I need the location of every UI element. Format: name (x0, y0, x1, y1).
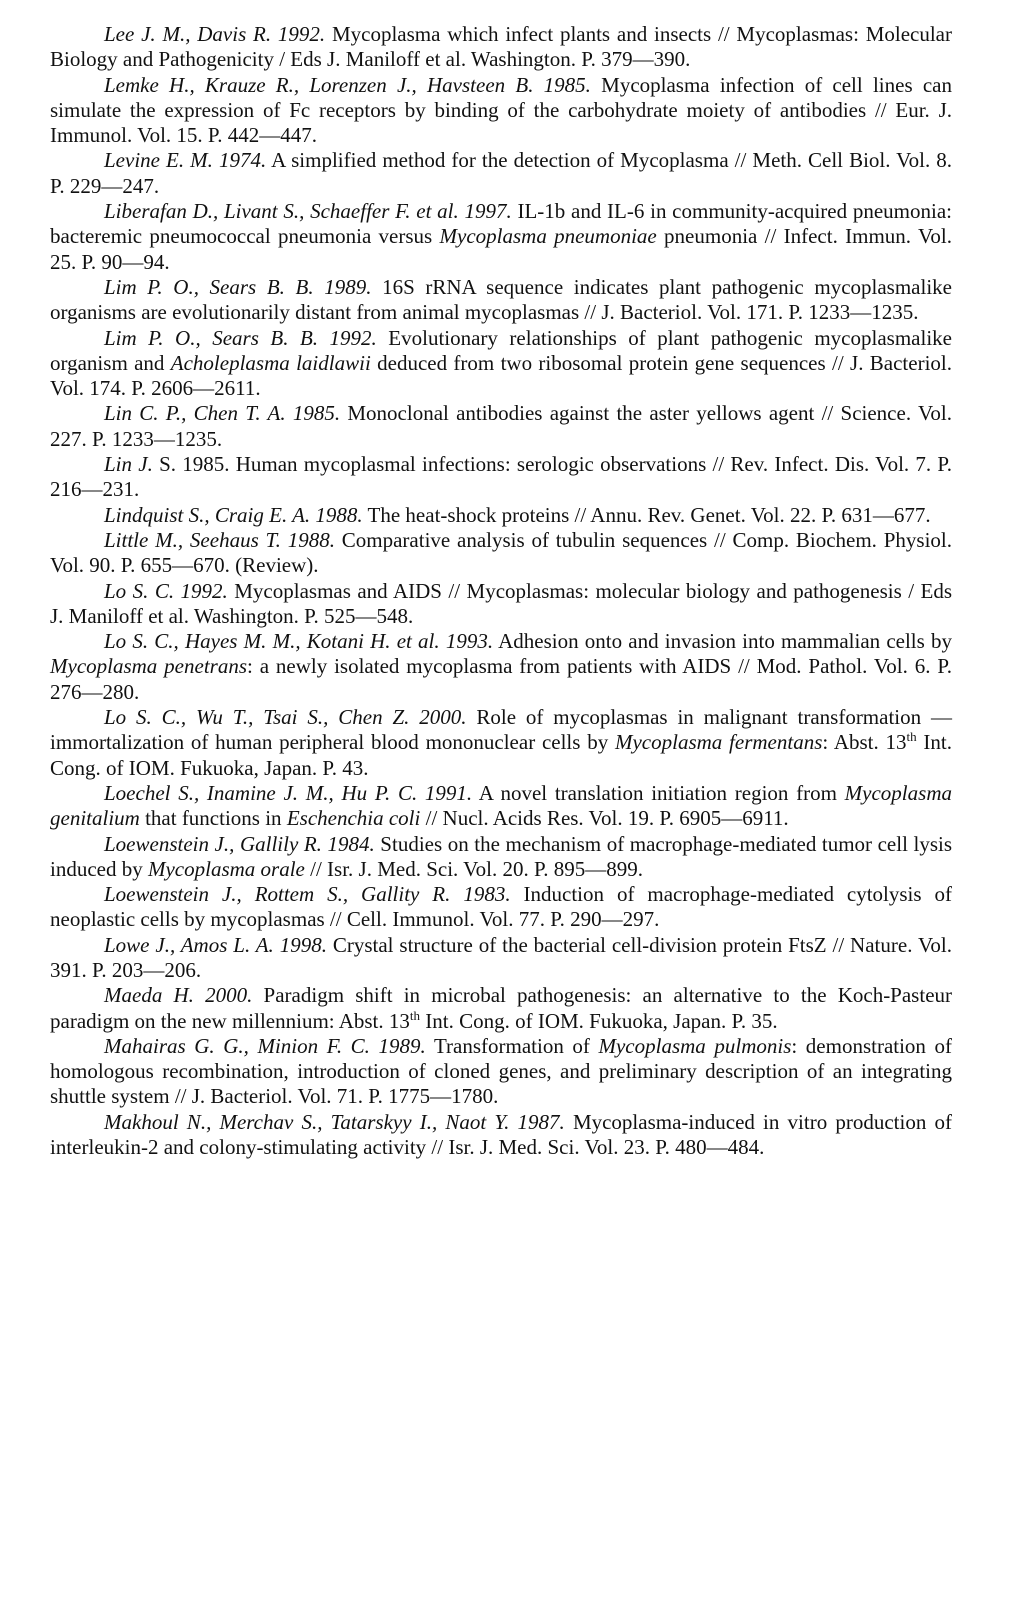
reference-authors-year: Lin C. P., Chen T. A. 1985. (104, 401, 341, 426)
italic-taxon-name: Mycoplasma fermentans (614, 730, 823, 755)
reference-entry (50, 22, 952, 73)
reference-entry (50, 275, 952, 326)
reference-text: Int. Cong. of IOM. Fukuoka, Japan. P. 43. (50, 730, 953, 780)
italic-taxon-name: Mycoplasma penetrans (50, 654, 247, 679)
reference-text: Paradigm shift in microbal pathogenesis: an alternative to the Koch-Pasteur paradigm on the new millennium: Abst. 13 (50, 983, 953, 1033)
reference-authors-year: Mahairas G. G., Minion F. C. 1989. (104, 1033, 426, 1058)
reference-text: // Nucl. Acids Res. Vol. 19. P. 6905—6911. (420, 806, 789, 831)
reference-entry (50, 705, 952, 781)
italic-taxon-name: Mycoplasma orale (147, 856, 305, 881)
reference-entry (50, 452, 952, 503)
reference-entry (50, 832, 952, 883)
superscript-text: th (906, 729, 917, 745)
reference-text: The heat-shock proteins // Annu. Rev. Genet. Vol. 22. P. 631—677. (362, 502, 931, 527)
reference-entry (50, 579, 952, 630)
reference-authors-year: Makhoul N., Merchav S., Tatarskyy I., Naot Y. 1987. (104, 1109, 565, 1134)
reference-authors-year: Lim P. O., Sears B. B. 1992. (104, 325, 377, 350)
superscript-text: th (409, 1007, 420, 1023)
reference-authors-year: Loechel S., Inamine J. M., Hu P. C. 1991. (104, 780, 473, 805)
reference-text: : demonstration of homologous recombination, introduction of cloned genes, and preliminary description of an integrating shuttle system // J. Bacteriol. Vol. 71. P. 1775—1780. (50, 1033, 952, 1109)
reference-authors-year: Lin J. (104, 452, 153, 477)
reference-authors-year: Lindquist S., Craig E. A. 1988. (104, 502, 363, 527)
reference-authors-year: Levine E. M. 1974. (104, 148, 267, 173)
reference-text: Studies on the mechanism of macrophage-mediated tumor cell lysis induced by (50, 831, 953, 881)
reference-entry (50, 148, 952, 199)
italic-taxon-name: Mycoplasma pulmonis (598, 1033, 792, 1058)
reference-entry (50, 983, 952, 1034)
reference-text: that functions in (139, 806, 287, 831)
italic-taxon-name: Acholeplasma laidlawii (170, 350, 371, 375)
reference-text: 16S rRNA sequence indicates plant pathogenic mycoplasmalike organisms are evolutionarily distant from animal mycoplasmas // J. Bacteriol. Vol. 171. P. 1233—1235. (50, 274, 952, 325)
reference-entry (50, 781, 952, 832)
reference-text: // Isr. J. Med. Sci. Vol. 20. P. 895—899. (304, 856, 644, 881)
reference-text: S. 1985. Human mycoplasmal infections: serologic observations // Rev. Infect. Dis. Vol. 7. P. 216—231. (50, 452, 952, 502)
reference-entry (50, 528, 952, 579)
reference-entry (50, 1110, 952, 1161)
reference-entry (50, 882, 952, 933)
reference-text: Evolutionary relationships of plant pathogenic mycoplasmalike organism and (50, 325, 952, 375)
italic-taxon-name: Mycoplasma genitalium (50, 780, 952, 831)
reference-text: Comparative analysis of tubulin sequences // Comp. Biochem. Physiol. Vol. 90. P. 655—670. (Review). (50, 527, 953, 578)
reference-authors-year: Liberafan D., Livant S., Schaeffer F. et al. 1997. (104, 199, 512, 224)
reference-authors-year: Lo S. C. 1992. (104, 578, 228, 603)
reference-authors-year: Little M., Seehaus T. 1988. (104, 527, 335, 552)
reference-text: Monoclonal antibodies against the aster yellows agent // Science. Vol. 227. P. 1233—1235. (50, 401, 952, 451)
reference-authors-year: Loewenstein J., Rottem S., Gallity R. 1983. (104, 882, 511, 907)
reference-text: Adhesion onto and invasion into mammalian cells by (493, 629, 952, 654)
reference-text: Mycoplasma infection of cell lines can simulate the expression of Fc receptors by binding of the carbohydrate moiety of antibodies // Eur. J. Immunol. Vol. 15. P. 442—447. (50, 72, 952, 148)
reference-text: Mycoplasma-induced in vitro production of interleukin-2 and colony-stimulating activity // Isr. J. Med. Sci. Vol. 23. P. 480—484. (50, 1109, 953, 1160)
reference-entry (50, 326, 952, 402)
reference-authors-year: Lowe J., Amos L. A. 1998. (104, 932, 327, 957)
reference-authors-year: Lo S. C., Wu T., Tsai S., Chen Z. 2000. (104, 705, 467, 730)
reference-authors-year: Lee J. M., Davis R. 1992. (104, 22, 326, 46)
reference-text: A novel translation initiation region from (472, 780, 845, 805)
reference-entry (50, 629, 952, 705)
reference-text: deduced from two ribosomal protein gene sequences // J. Bacteriol. Vol. 174. P. 2606—2611. (50, 350, 952, 401)
reference-entry (50, 503, 952, 528)
reference-text: Mycoplasmas and AIDS // Mycoplasmas: molecular biology and pathogenesis / Eds J. Maniloff et al. Washington. P. 525—548. (50, 578, 952, 628)
reference-text: IL-1b and IL-6 in community-acquired pneumonia: bacteremic pneumococcal pneumonia versus (50, 199, 952, 249)
reference-text: Transformation of (425, 1033, 599, 1058)
reference-text: : a newly isolated mycoplasma from patients with AIDS // Mod. Pathol. Vol. 6. P. 276—280. (50, 654, 952, 704)
reference-text: Role of mycoplasmas in malignant transformation — immortalization of human peripheral blood mononuclear cells by (50, 705, 953, 755)
reference-text: Crystal structure of the bacterial cell-division protein FtsZ // Nature. Vol. 391. P. 203—206. (50, 932, 952, 982)
reference-authors-year: Maeda H. 2000. (104, 983, 253, 1008)
reference-text: : Abst. 13 (822, 730, 907, 755)
reference-text: Int. Cong. of IOM. Fukuoka, Japan. P. 35. (420, 1008, 778, 1033)
reference-entry (50, 199, 952, 275)
reference-entry (50, 1034, 952, 1110)
reference-list (50, 22, 952, 1160)
reference-text: pneumonia // Infect. Immun. Vol. 25. P. 90—94. (50, 224, 952, 274)
reference-authors-year: Lo S. C., Hayes M. M., Kotani H. et al. 1993. (104, 629, 494, 654)
reference-authors-year: Lemke H., Krauze R., Lorenzen J., Havsteen B. 1985. (104, 72, 591, 97)
reference-authors-year: Loewenstein J., Gallily R. 1984. (104, 831, 375, 856)
reference-entry (50, 73, 952, 149)
reference-text: Induction of macrophage-mediated cytolysis of neoplastic cells by mycoplasmas // Cell. Immunol. Vol. 77. P. 290—297. (50, 882, 952, 932)
reference-text: A simplified method for the detection of Mycoplasma // Meth. Cell Biol. Vol. 8. P. 229—247. (50, 148, 952, 198)
reference-authors-year: Lim P. O., Sears B. B. 1989. (104, 274, 372, 299)
italic-taxon-name: Mycoplasma pneumoniae (439, 224, 657, 249)
reference-entry (50, 933, 952, 984)
italic-taxon-name: Eschenchia coli (286, 806, 421, 831)
reference-entry (50, 401, 952, 452)
reference-text: Mycoplasma which infect plants and insects // Mycoplasmas: Molecular Biology and Pathogenicity / Eds J. Maniloff et al. Washington. P. 379—390. (50, 22, 952, 72)
